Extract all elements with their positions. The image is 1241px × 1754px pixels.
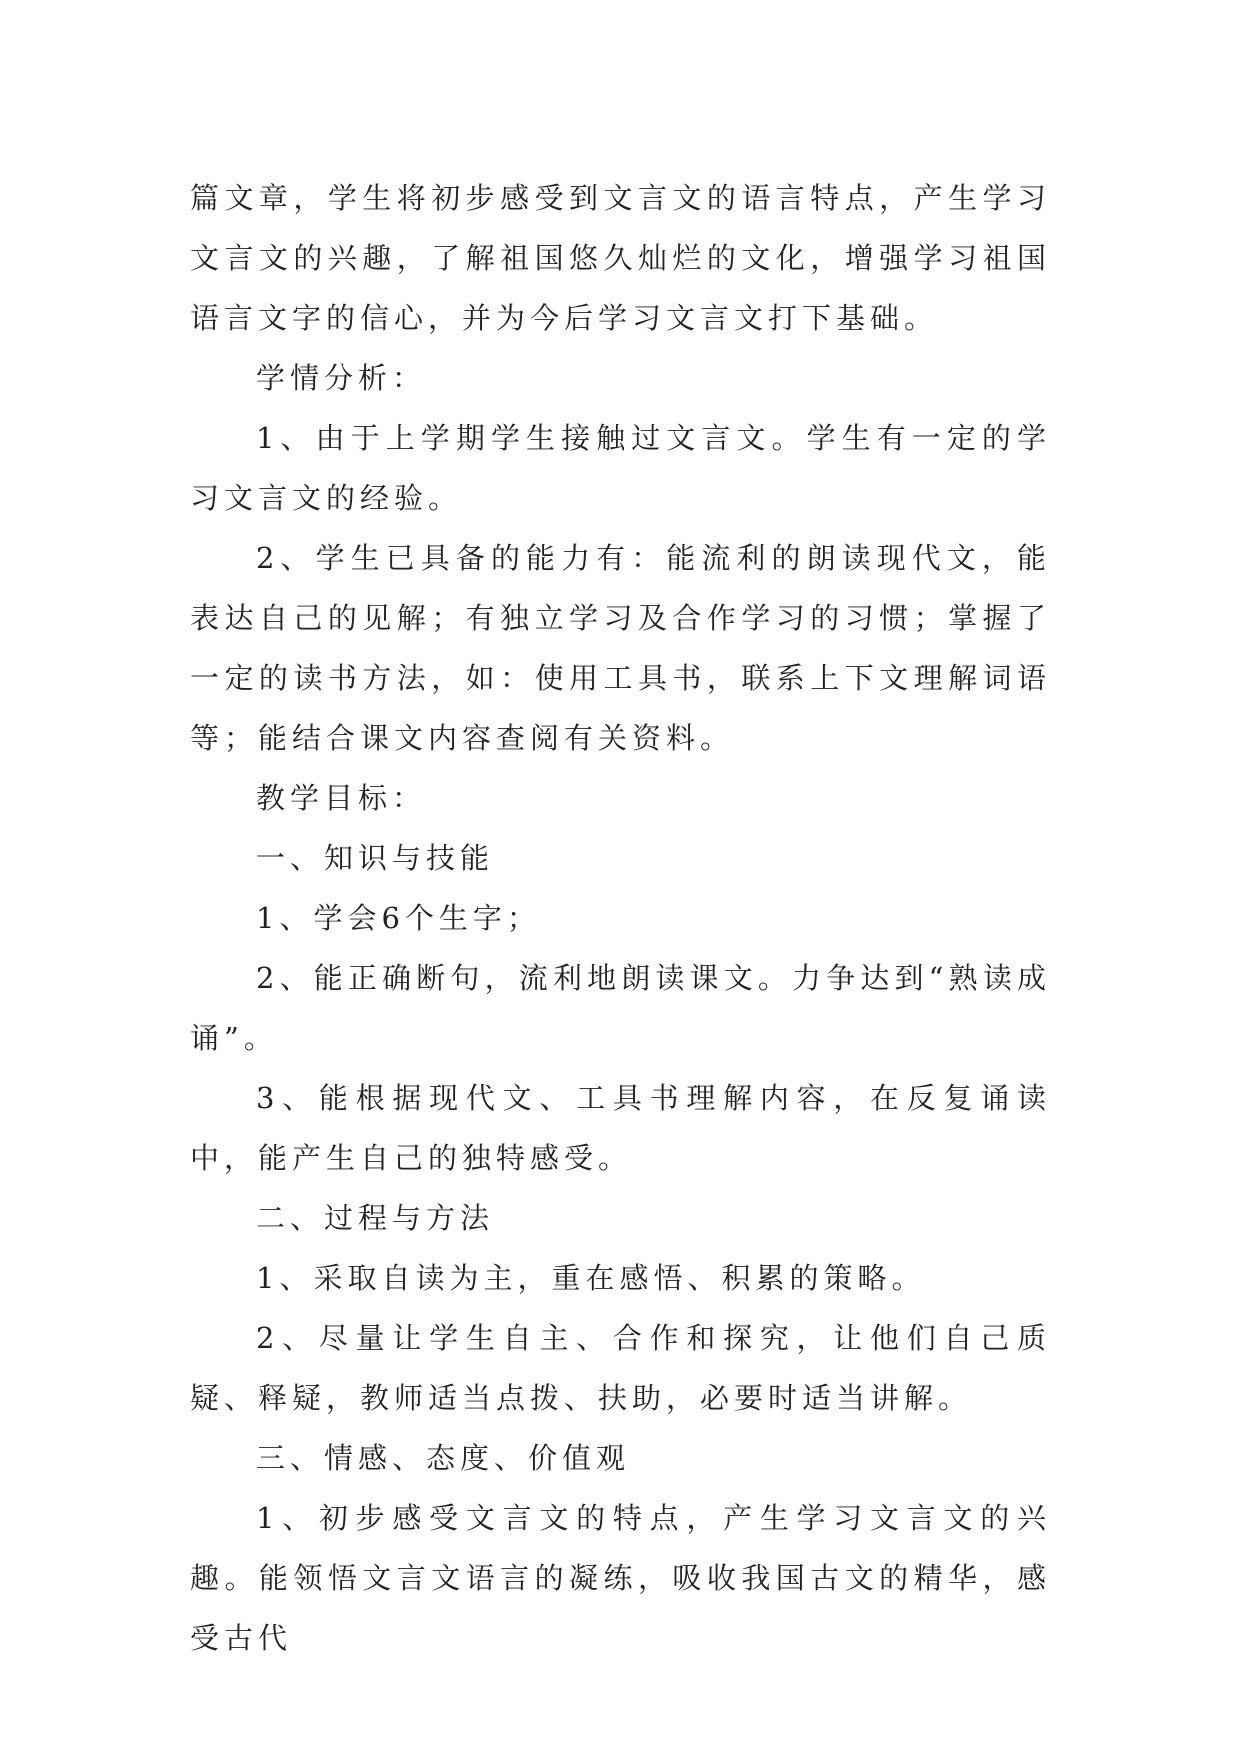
paragraph-8: 2、能正确断句，流利地朗读课文。力争达到“熟读成诵”。 <box>190 961 1051 1055</box>
paragraph-12: 2、尽量让学生自主、合作和探究，让他们自己质疑、释疑，教师适当点拨、扶助，必要时适当讲解。 <box>190 1321 1051 1415</box>
paragraph-3: 1、由于上学期学生接触过文言文。学生有一定的学习文言文的经验。 <box>190 421 1051 515</box>
paragraph-1: 篇文章，学生将初步感受到文言文的语言特点，产生学习文言文的兴趣，了解祖国悠久灿烂的文化，增强学习祖国语言文字的信心，并为今后学习文言文打下基础。 <box>190 181 1051 335</box>
subheading-knowledge-skills: 一、知识与技能 <box>256 841 495 875</box>
paragraph-11: 1、采取自读为主，重在感悟、积累的策略。 <box>256 1261 926 1295</box>
paragraph-7: 1、学会6个生字； <box>256 901 541 935</box>
heading-learning-analysis: 学情分析： <box>256 361 427 395</box>
subheading-process-method: 二、过程与方法 <box>256 1201 495 1235</box>
subheading-emotion-values: 三、情感、态度、价值观 <box>256 1441 631 1475</box>
paragraph-14: 1、初步感受文言文的特点，产生学习文言文的兴趣。能领悟文言文语言的凝练，吸收我国古文的精华，感受古代 <box>190 1501 1051 1655</box>
document-page <box>190 168 1051 1668</box>
paragraph-4: 2、学生已具备的能力有：能流利的朗读现代文，能表达自己的见解；有独立学习及合作学习的习惯；掌握了一定的读书方法，如：使用工具书，联系上下文理解词语等；能结合课文内容查阅有关资料。 <box>190 541 1051 755</box>
paragraph-9: 3、能根据现代文、工具书理解内容，在反复诵读中，能产生自己的独特感受。 <box>190 1081 1051 1175</box>
heading-teaching-goals: 教学目标： <box>256 781 427 815</box>
